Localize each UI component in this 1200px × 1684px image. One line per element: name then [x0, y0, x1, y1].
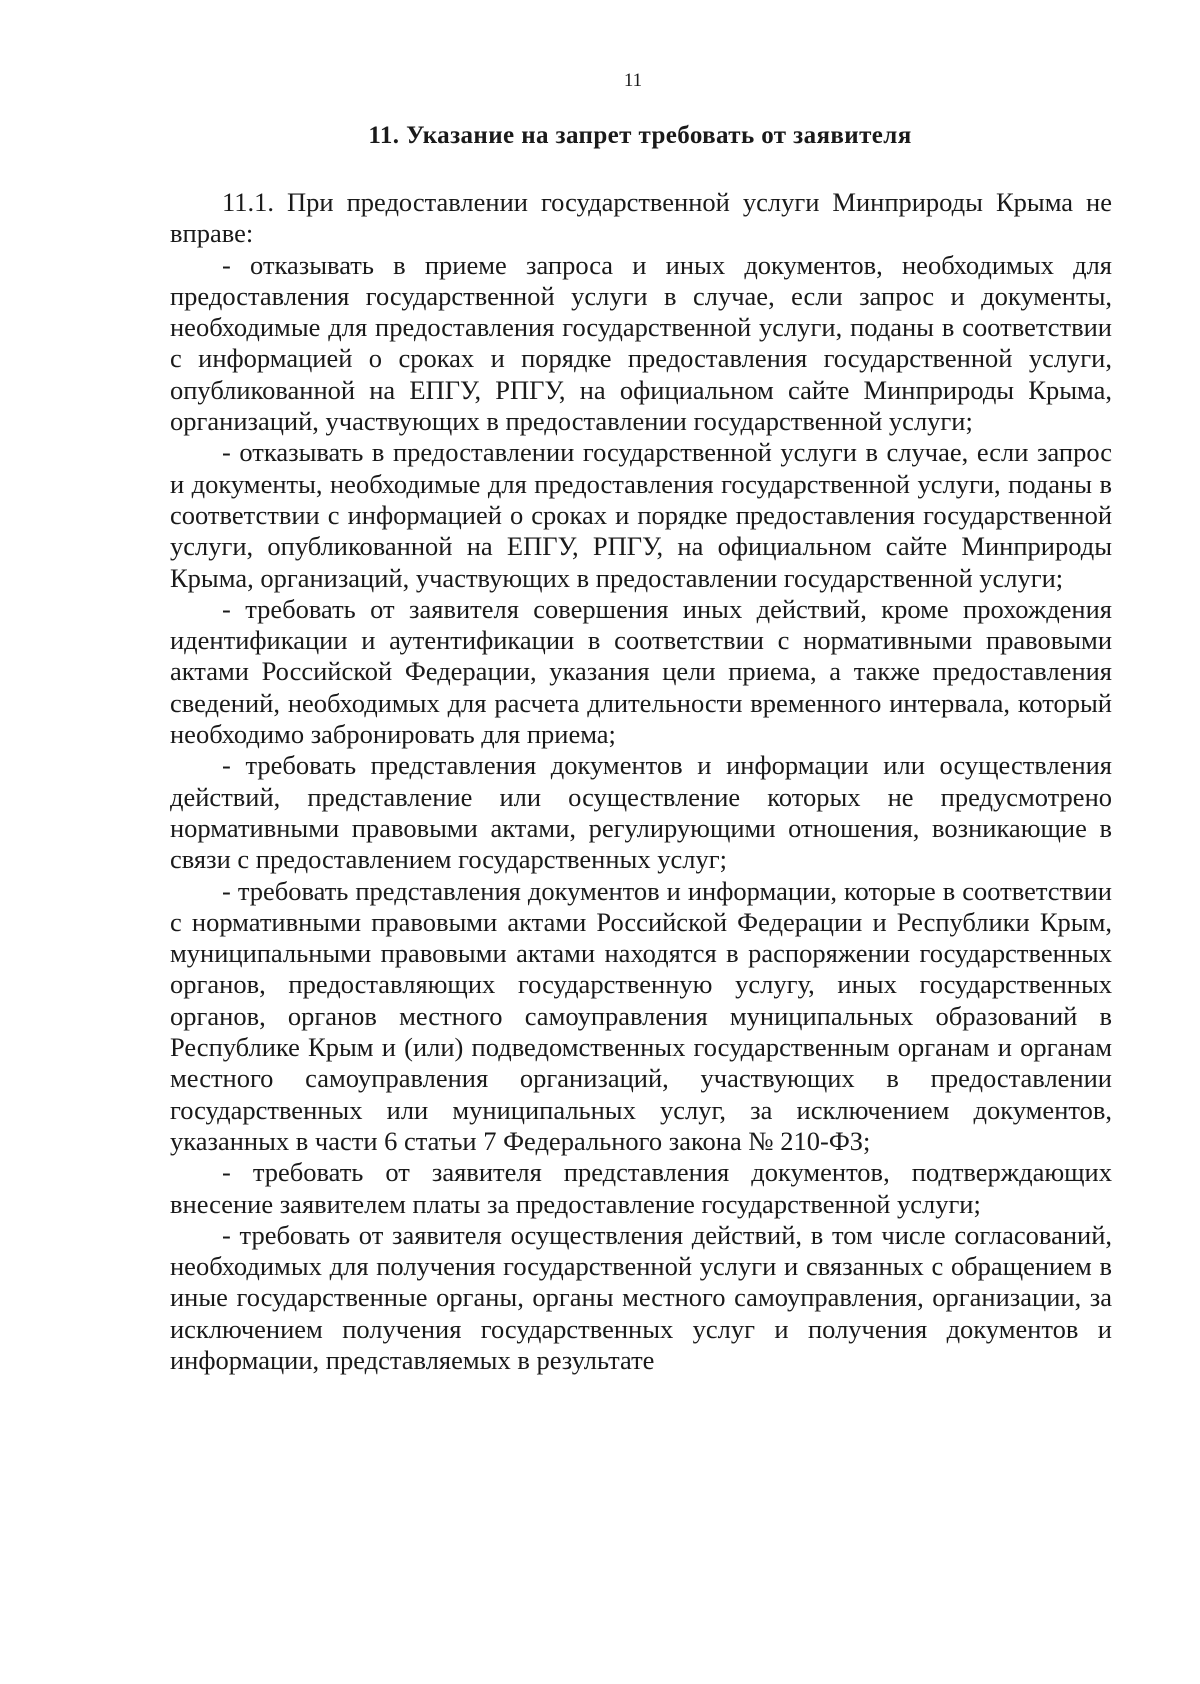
document-body — [170, 187, 1112, 1376]
list-item: - требовать от заявителя совершения иных действий, кроме прохождения идентификации и аутентификации в соответствии с нормативными правовыми актами Российской Федерации, указания цели приема, а также предоставления сведений, необходимых для расчета длительности временного интервала, который необходимо забронировать для приема; — [170, 593, 1112, 750]
list-item: - требовать от заявителя представления документов, подтверждающих внесение заявителем платы за предоставление государственной услуги; — [170, 1157, 1112, 1219]
list-item: - отказывать в предоставлении государственной услуги в случае, если запрос и документы, необходимые для предоставления государственной услуги, поданы в соответствии с информацией о сроках и порядке предоставления государственной услуги, опубликованной на ЕПГУ, РПГУ, на официальном сайте Минприроды Крыма, организаций, участвующих в предоставлении государственной услуги; — [170, 437, 1112, 593]
list-item: - отказывать в приеме запроса и иных документов, необходимых для предоставления государственной услуги в случае, если запрос и документы, необходимые для предоставления государственной услуги, поданы в соответствии с информацией о сроках и порядке предоставления государственной услуги, опубликованной на ЕПГУ, РПГУ, на официальном сайте Минприроды Крыма, организаций, участвующих в предоставлении государственной услуги; — [170, 249, 1112, 437]
list-item: - требовать представления документов и информации, которые в соответствии с нормативными правовыми актами Российской Федерации и Республики Крым, муниципальными правовыми актами находятся в распоряжении государственных органов, предоставляющих государственную услугу, иных государственных органов, органов местного самоуправления муниципальных образований в Республике Крым и (или) подведомственных государственным органам и органам местного самоуправления организаций, участвующих в предоставлении государственных или муниципальных услуг, за исключением документов, указанных в части 6 статьи 7 Федерального закона № 210-ФЗ; — [170, 875, 1112, 1156]
paragraph-intro: 11.1. При предоставлении государственной услуги Минприроды Крыма не вправе: — [170, 187, 1112, 249]
page-number: 11 — [623, 70, 643, 91]
list-item: - требовать от заявителя осуществления действий, в том числе согласований, необходимых для получения государственной услуги и связанных с обращением в иные государственные органы, органы местного самоуправления, организации, за исключением получения государственных услуг и получения документов и информации, представляемых в результате — [170, 1219, 1112, 1375]
section-heading: 11. Указание на запрет требовать от заявителя — [368, 122, 912, 149]
list-item: - требовать представления документов и информации или осуществления действий, представление или осуществление которых не предусмотрено нормативными правовыми актами, регулирующими отношения, возникающие в связи с предоставлением государственных услуг; — [170, 750, 1112, 875]
